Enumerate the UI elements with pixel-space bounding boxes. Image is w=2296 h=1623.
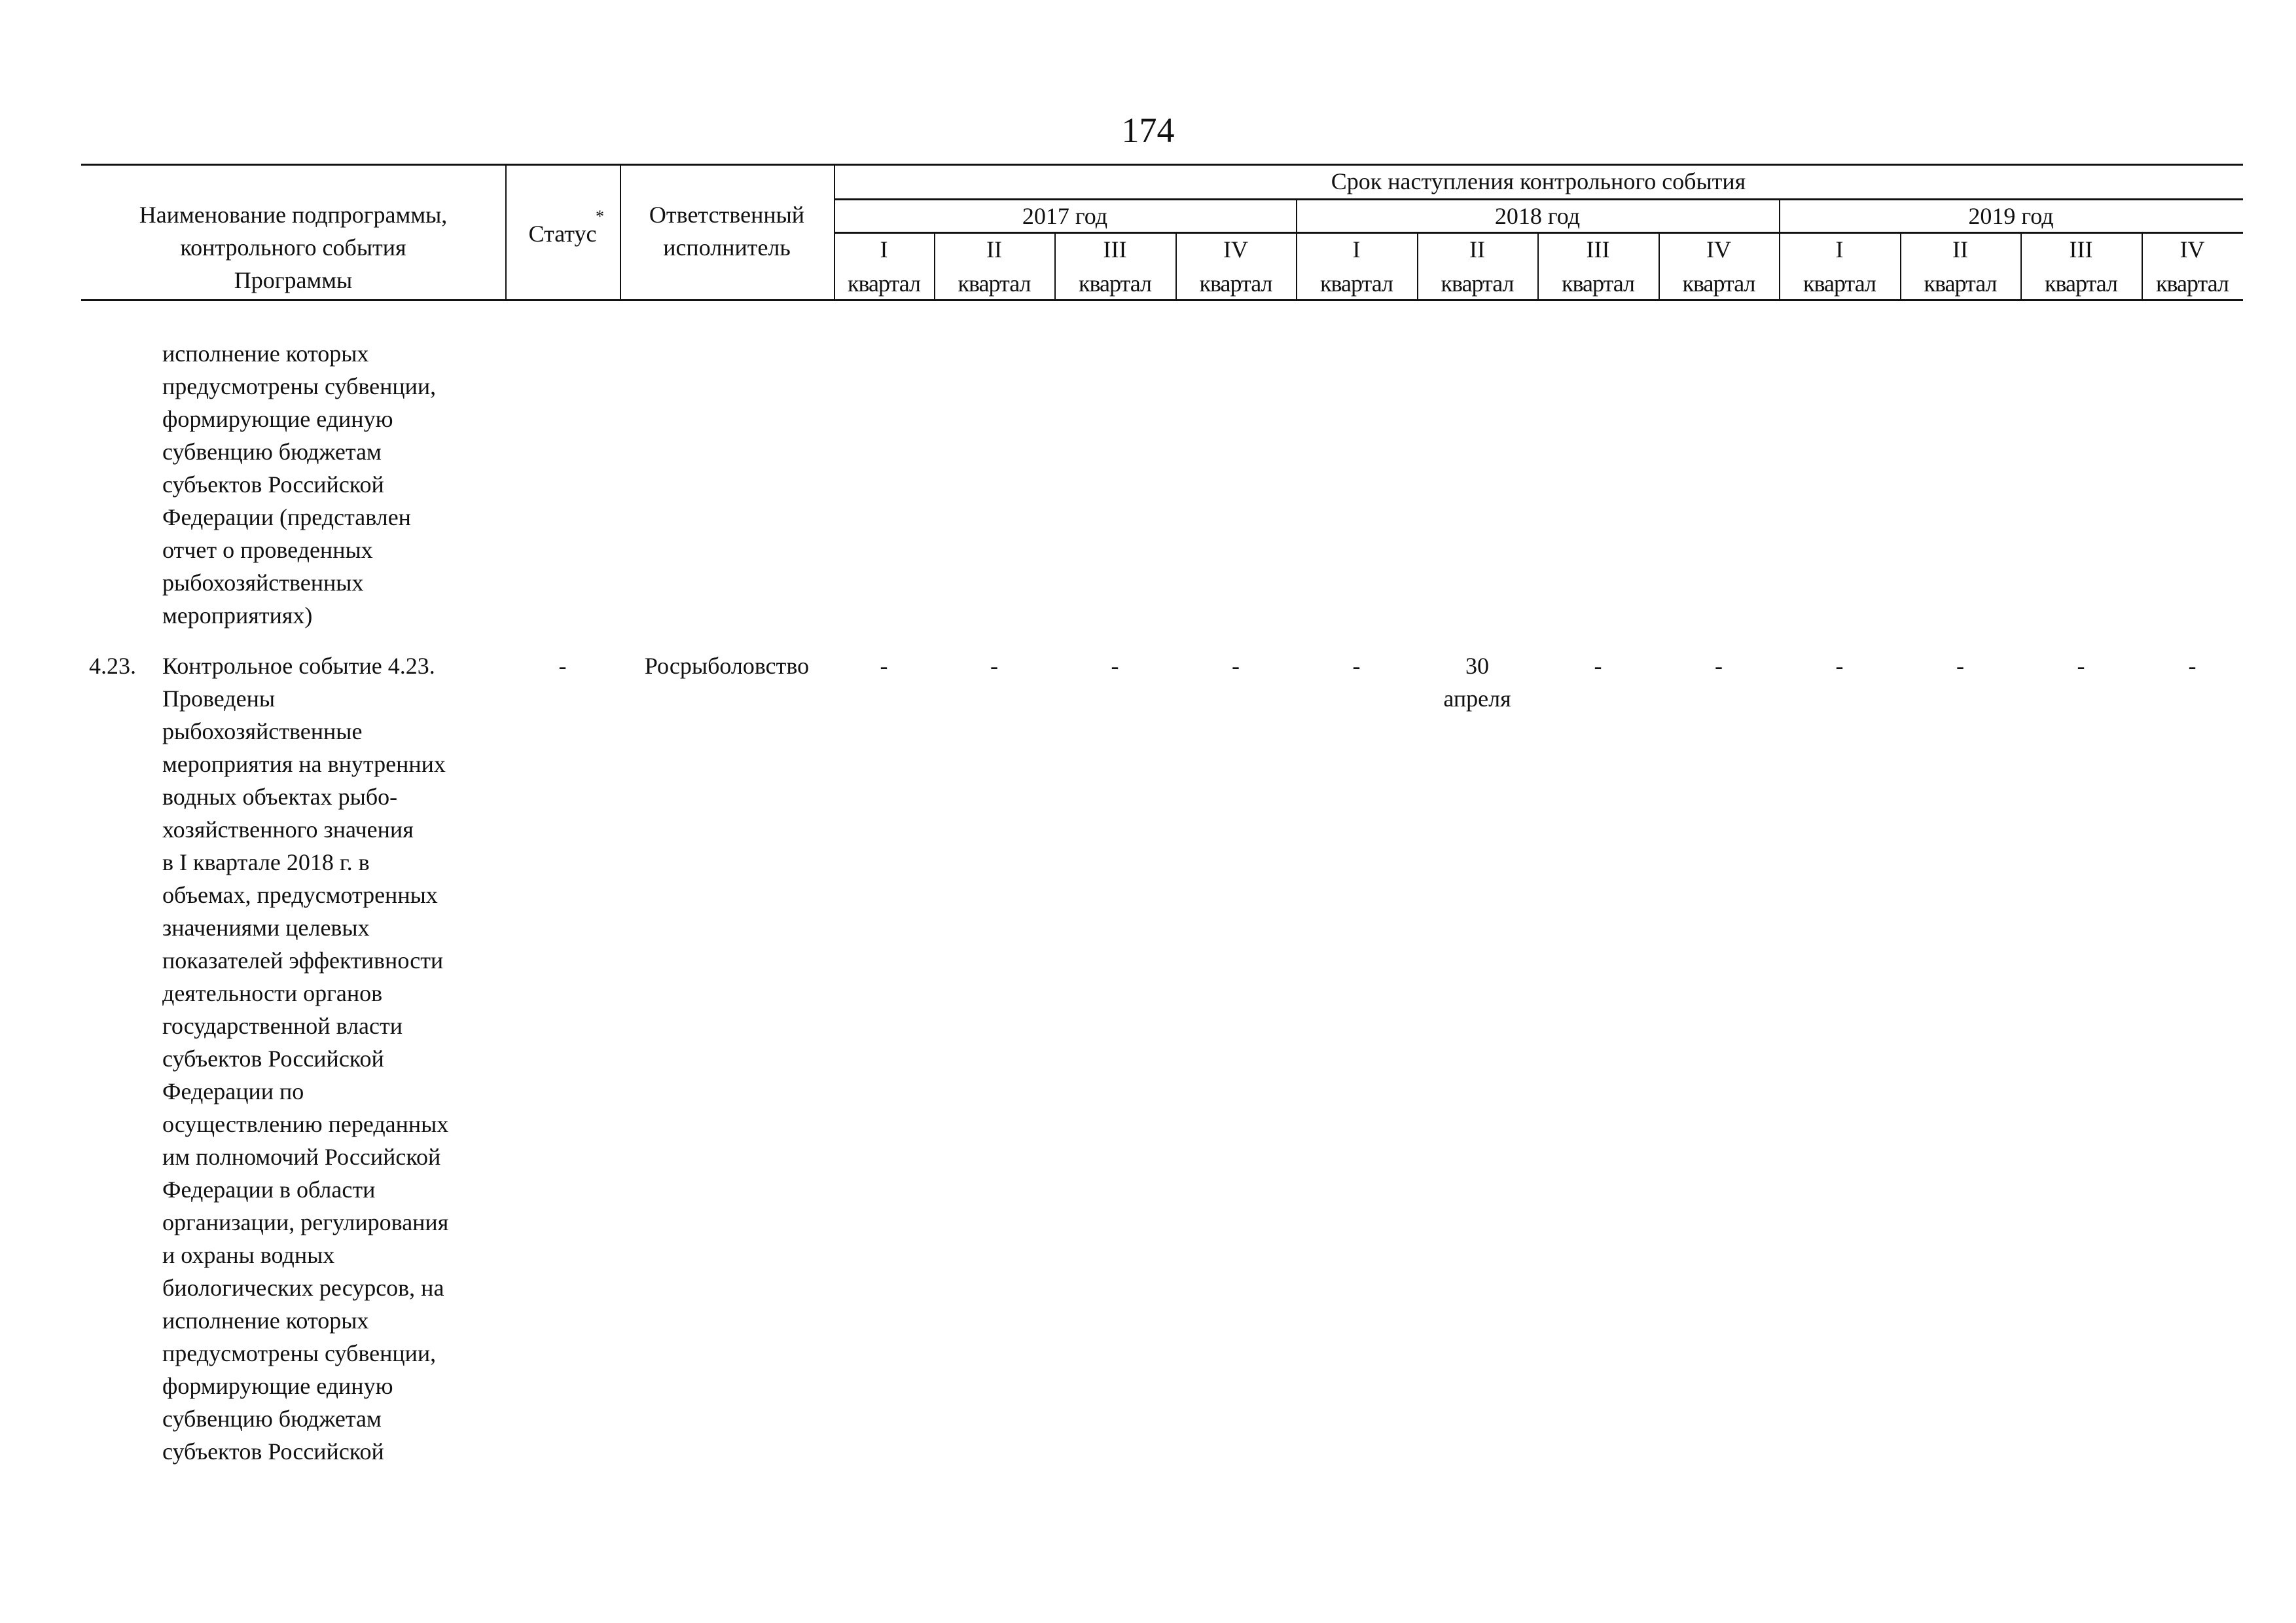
header-name-line: Наименование подпрограммы, (139, 202, 448, 228)
row-status: - (558, 653, 567, 679)
row-quarter-value: - (1352, 653, 1361, 679)
header-name-line: контрольного события (180, 234, 406, 261)
row-number: 4.23. (89, 653, 136, 679)
header-year: 2019 год (1968, 203, 2054, 229)
event-name-line: мероприятиях) (162, 602, 313, 629)
header-quarter-label: квартал (1682, 270, 1755, 297)
header-quarter-label: квартал (1079, 270, 1151, 297)
header-quarter-label: квартал (1441, 270, 1514, 297)
header-quarter-label: квартал (958, 270, 1031, 297)
status-asterisk: * (596, 207, 604, 226)
header-quarter-number: II (1469, 236, 1485, 263)
row-quarter-value: - (1111, 653, 1119, 679)
header-responsible (620, 198, 834, 264)
header-quarter-number: II (1952, 236, 1968, 263)
header-quarter-label: квартал (848, 270, 920, 297)
event-name-line: в I квартале 2018 г. в (162, 849, 370, 875)
event-name-line: биологических ресурсов, на (162, 1275, 444, 1301)
row-quarter-value: - (1594, 653, 1602, 679)
event-name-line: субъектов Российской (162, 1438, 384, 1465)
event-name-line: Федерации в области (162, 1176, 376, 1203)
row-quarter-value: - (1715, 653, 1723, 679)
row-quarter-value: 30 апреля (1443, 653, 1511, 712)
event-name-line: значениями целевых (162, 915, 370, 941)
header-quarter-label: квартал (1562, 270, 1634, 297)
event-name-line: субъектов Российской (162, 1046, 384, 1072)
header-quarter-number: I (1352, 236, 1361, 263)
row-quarter-value: - (1232, 653, 1240, 679)
event-name-line: Федерации по (162, 1078, 304, 1104)
header-quarter-label: квартал (1924, 270, 1997, 297)
event-name-line: государственной власти (162, 1013, 403, 1039)
row-quarter-value: - (2077, 653, 2085, 679)
header-status: Статус (528, 221, 597, 247)
header-responsible-line: Ответственный (649, 202, 805, 228)
header-quarter-number: II (986, 236, 1002, 263)
event-name-line: Контрольное событие 4.23. (162, 653, 435, 679)
event-name-line: мероприятия на внутренних (162, 751, 446, 777)
header-quarter-label: квартал (1199, 270, 1272, 297)
event-name-line: предусмотрены субвенции, (162, 1340, 437, 1366)
event-name-line: формирующие единую (162, 1373, 393, 1399)
row-responsible: Росрыболовство (644, 653, 810, 679)
header-quarter-label: квартал (2156, 270, 2229, 297)
event-name-line: хозяйственного значения (162, 816, 414, 843)
header-name-column (81, 198, 505, 297)
header-deadline: Срок наступления контрольного события (1331, 168, 1746, 194)
event-name-line: субвенцию бюджетам (162, 439, 382, 465)
event-name-line: исполнение которых (162, 340, 369, 367)
event-name-line: субъектов Российской (162, 471, 384, 498)
event-name-line: рыбохозяйственные (162, 718, 363, 744)
event-name-line: объемах, предусмотренных (162, 882, 438, 908)
event-name-line: отчет о проведенных (162, 537, 373, 563)
event-name-line: формирующие единую (162, 406, 393, 432)
event-name-line: осуществлению переданных (162, 1111, 449, 1137)
header-quarter-number: III (1103, 236, 1127, 263)
row-quarter-value: - (880, 653, 888, 679)
header-quarter-label: квартал (1320, 270, 1393, 297)
event-name-line: им полномочий Российской (162, 1144, 441, 1170)
header-quarter-number: III (2069, 236, 2093, 263)
event-name-line: деятельности органов (162, 980, 383, 1006)
header-responsible-line: исполнитель (663, 234, 791, 261)
header-name-line: Программы (234, 267, 353, 293)
header-year: 2018 год (1494, 203, 1581, 229)
page-number: 174 (1121, 111, 1175, 150)
header-quarter-number: IV (1706, 236, 1731, 263)
row-quarter-value: - (1835, 653, 1844, 679)
header-year: 2017 год (1022, 203, 1108, 229)
event-name-line: показателей эффективности (162, 947, 444, 974)
row-event-name (162, 649, 448, 1468)
event-name-line: водных объектах рыбо- (162, 784, 398, 810)
row-quarter-value: - (1956, 653, 1964, 679)
event-name-line: организации, регулирования (162, 1209, 449, 1235)
event-name-line: предусмотрены субвенции, (162, 373, 437, 399)
event-name-line: Федерации (представлен (162, 504, 411, 530)
event-name-line: Проведены (162, 685, 276, 712)
header-quarter-number: IV (1223, 236, 1248, 263)
event-name-line: исполнение которых (162, 1307, 369, 1334)
row-quarter-value: - (2188, 653, 2197, 679)
header-quarter-number: I (1835, 236, 1844, 263)
row-event-name (162, 337, 436, 632)
row-quarter-value: - (990, 653, 998, 679)
header-quarter-number: I (880, 236, 888, 263)
header-quarter-number: III (1586, 236, 1610, 263)
event-name-line: и охраны водных (162, 1242, 335, 1268)
event-name-line: субвенцию бюджетам (162, 1406, 382, 1432)
header-quarter-label: квартал (1803, 270, 1876, 297)
event-name-line: рыбохозяйственных (162, 570, 364, 596)
header-quarter-label: квартал (2045, 270, 2117, 297)
header-quarter-number: IV (2179, 236, 2205, 263)
